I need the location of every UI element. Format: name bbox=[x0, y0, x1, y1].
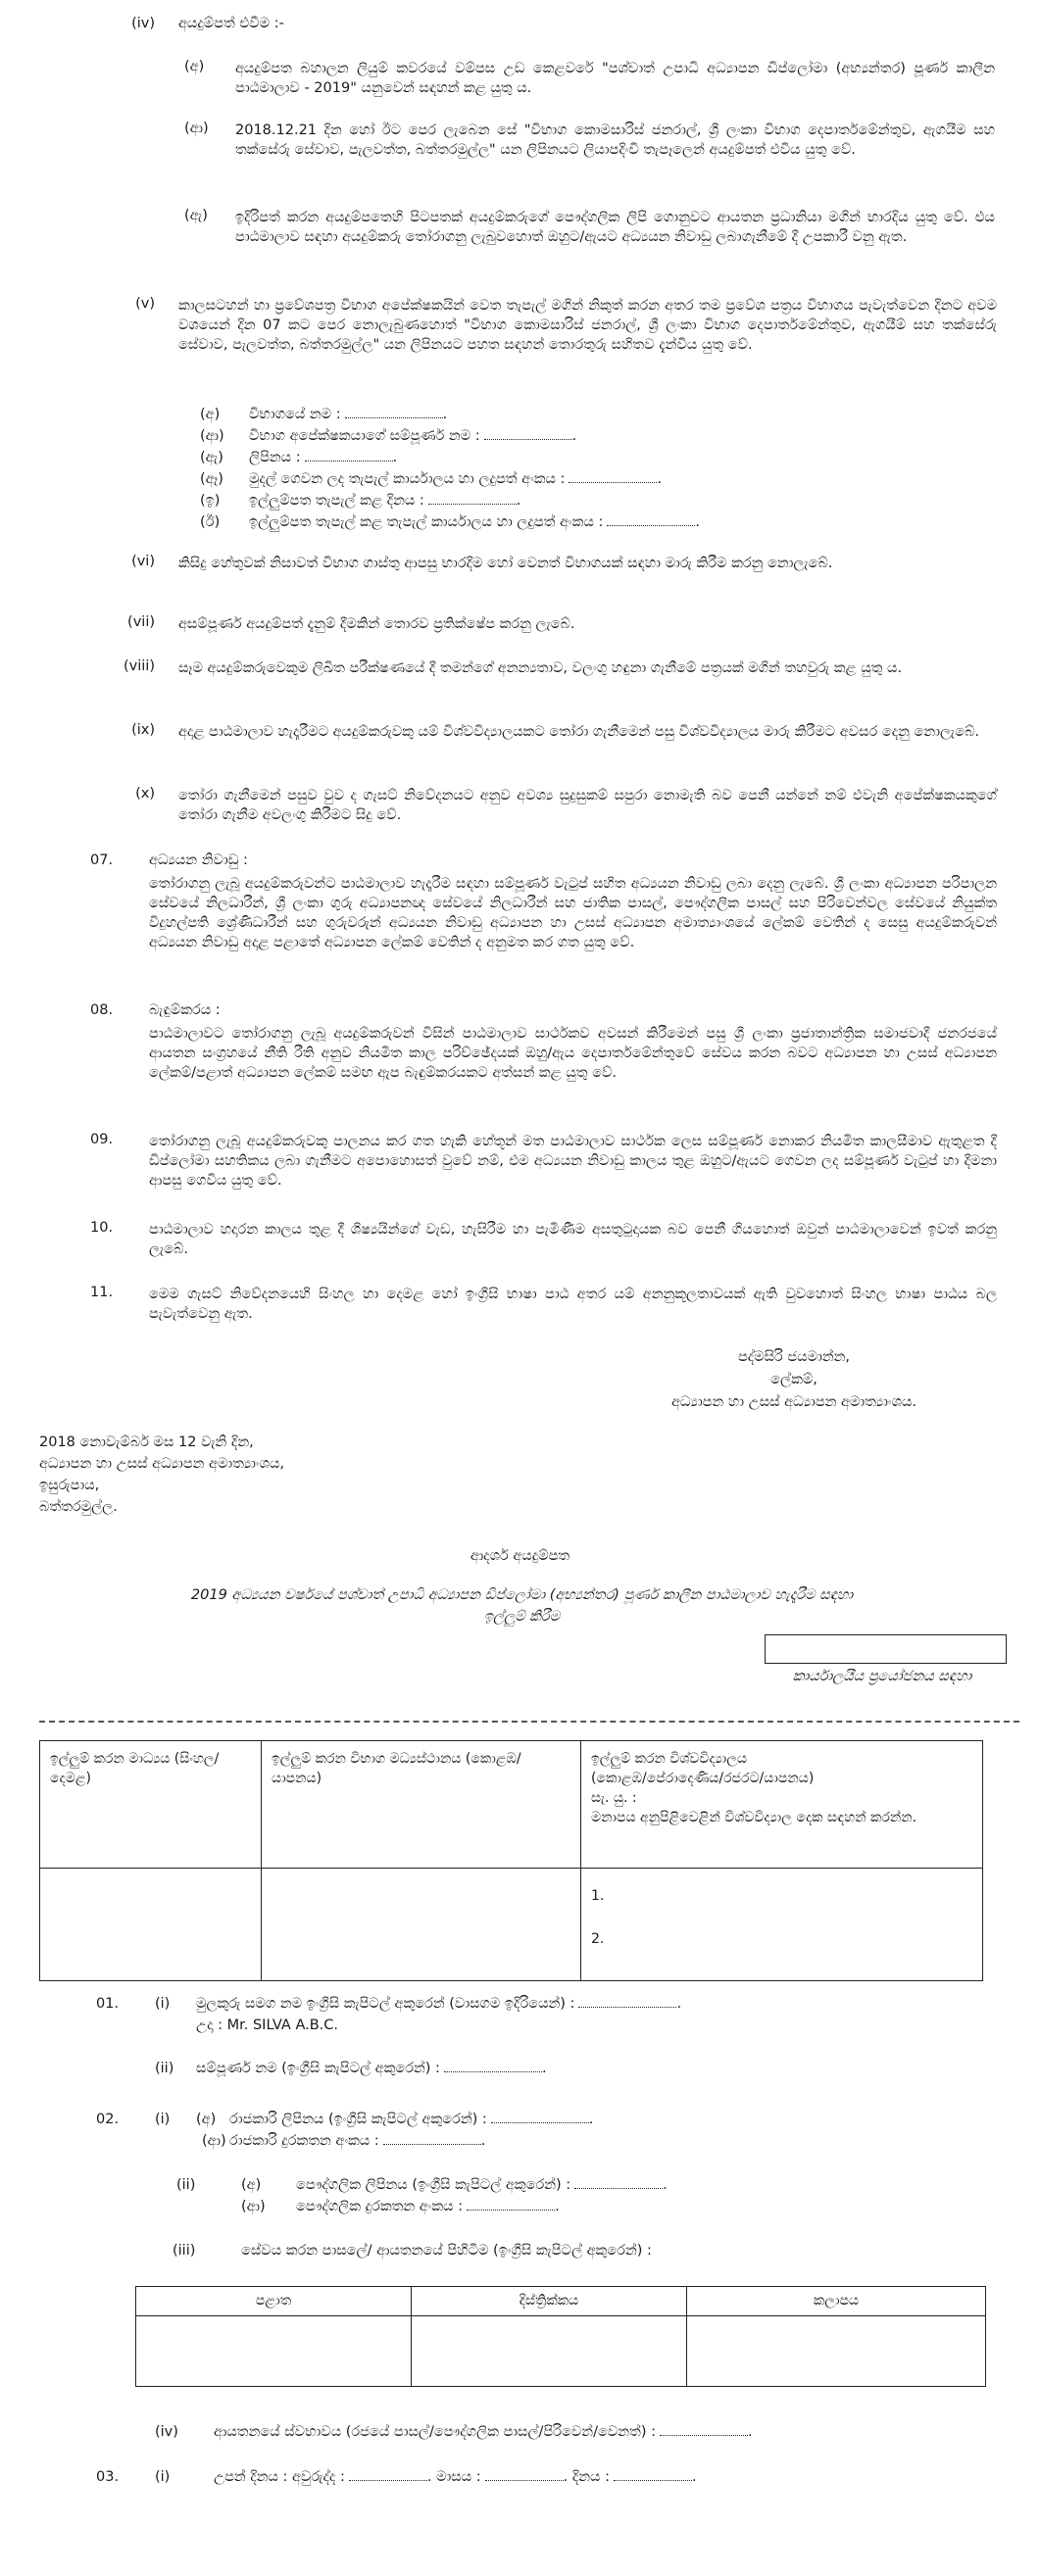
section-number: (vi) bbox=[131, 554, 155, 569]
paragraph: අසම්පූර්ණ අයදුම්පත් දැනුම් දීමකින් තොරව ප්‍රතික්ෂේප කරනු ලැබේ. bbox=[178, 616, 575, 632]
field-label: ලිපිනය : . bbox=[249, 450, 398, 465]
item-marker: (ඈ) bbox=[200, 471, 223, 487]
field-label: මුදල් ගෙවන ලද තැපැල් කාර්යාලය හා ලදුපත් අංකය : . bbox=[249, 471, 663, 487]
district-cell[interactable] bbox=[412, 2316, 687, 2387]
exam-centre-header: ඉල්ලුම් කරන විභාග මධ්‍යස්ථානය (කොළඹ/යාපනය) bbox=[262, 1741, 581, 1869]
question-number: 01. bbox=[96, 1996, 120, 2012]
university-header: ඉල්ලුම් කරන විශ්වවිද්‍යාලය (කොළඹ/පේරාදෙණිය/රජරට/යාපනය) සැ. යු. : මනාපය අනුපිළිවෙළින් විශ්වවිද්‍යාල දෙක සඳහන් කරන්න. bbox=[581, 1741, 983, 1869]
section-number: (v) bbox=[135, 296, 155, 312]
zone-header: කලාපය bbox=[687, 2287, 986, 2316]
issue-ministry: අධ්‍යාපන හා උසස් අධ්‍යාපන අමාත්‍යාංශය, bbox=[39, 1456, 284, 1472]
question-number: 03. bbox=[96, 2469, 120, 2485]
province-header: පළාත bbox=[136, 2287, 412, 2316]
birth-date-fields: උපන් දිනය : අවුරුද්ද : . මාසය : . දිනය : . bbox=[214, 2469, 697, 2485]
paragraph: පාඨමාලාව හදාරන කාලය තුළ දී ශිෂ්‍යයින්ගේ වැඩ, හැසිරීම හා පැමිණීම අසතුටුදායක බව පෙනී ගියහොත් ඔවුන් පාඨමාලාවෙන් ඉවත් කරනු ලැබේ. bbox=[149, 1222, 997, 1257]
item-marker: (ඇ) bbox=[184, 208, 208, 223]
section-number: (ix) bbox=[131, 722, 155, 738]
field-label: ඉල්ලුම්පත තැපැල් කළ දිනය : . bbox=[249, 493, 521, 509]
clause-heading: බැඳුම්කරය : bbox=[149, 1002, 221, 1018]
choice-1: 1. bbox=[591, 1888, 605, 1904]
university-choices-cell[interactable] bbox=[581, 1869, 983, 1981]
clause-heading: අධ්‍යයන නිවාඩු : bbox=[149, 852, 248, 868]
paragraph: තෝරාගනු ලැබූ අයදුම්කරුවන්ට පාඨමාලාව හැදෑරීම සඳහා සම්පූර්ණ වැටුප් සහිත අධ්‍යයන නිවාඩු ලබා දෙනු ලැබේ. ශ්‍රී ලංකා අධ්‍යාපන පරිපාලන සේවයේ නිලධාරීන්, ශ්‍රී ලංකා ගුරු අධ්‍යාපනඥ සේවයේ නිලධාරීන් සහ ජාතික පාසල්, පෞද්ගලික පාසල් සහ පිරිවෙන්වල සේවයේ නියුක්ත විදුහල්පති ශ්‍රේණිධාරීන් සහ ගුරුවරුන් අධ්‍යයන නිවාඩු අධ්‍යාපන හා උසස් අධ්‍යාපන අමාත්‍යාංශයේ ලේකම් වෙතින් ද සෙසු අයදුම්කරුවන් අධ්‍යයන නිවාඩු අදාළ පළාතේ අධ්‍යාපන ලේකම් වෙතින් ද අනුමත කර ගත යුතු වේ. bbox=[149, 876, 997, 950]
signatory-ministry: අධ්‍යාපන හා උසස් අධ්‍යාපන අමාත්‍යාංශය. bbox=[671, 1394, 916, 1410]
clause-number: 10. bbox=[90, 1220, 114, 1236]
field-label: ඉල්ලුම්පත තැපැල් කළ තැපැල් කාර්යාලය හා ලදුපත් අංකය : . bbox=[249, 514, 700, 530]
item-marker: (ඊ) bbox=[200, 514, 221, 530]
item-marker: (ආ) bbox=[200, 428, 224, 444]
item-marker: (ආ) bbox=[241, 2199, 266, 2214]
field-label: සම්පූර්ණ නම (ඉංග්‍රීසි කැපිටල් අකුරෙන්) : . bbox=[196, 2061, 547, 2076]
form-title: 2019 අධ්‍යයන වර්ෂයේ පශ්චාත් උපාධි අධ්‍යාපන ඩිප්ලෝමා (අභ්‍යන්තර) පූර්ණ කාලීන පාඨමාලාව හැදෑරීම සඳහා bbox=[190, 1587, 854, 1603]
item-marker: (i) bbox=[155, 1996, 171, 2012]
section-number: (iv) bbox=[131, 16, 155, 31]
section-number: (vii) bbox=[127, 614, 155, 630]
field-label: පෞද්ගලික දුරකතන අංකය : . bbox=[296, 2199, 560, 2214]
medium-cell[interactable] bbox=[40, 1869, 262, 1981]
issue-town: බත්තරමුල්ල. bbox=[39, 1499, 118, 1515]
paragraph: සෑම අයදුම්කරුවෙකුම ලිඛිත පරීක්ෂණයේ දී තමන්ගේ අනන්‍යතාව, වලංගු හඳුනා ගැනීමේ පත්‍රයක් මගින් තහවුරු කළ යුතු ය. bbox=[178, 660, 903, 676]
paragraph: මෙම ගැසට් නිවේදනයෙහි සිංහල හා දෙමළ හෝ ඉංග්‍රීසි භාෂා පාඨ අතර යම් අනනුකූලතාවයක් ඇති වුවහොත් සිංහල භාෂා පාඨය බල පැවැත්වෙනු ඇත. bbox=[149, 1287, 997, 1322]
paragraph: ඉදිරිපත් කරන අයදුම්පතෙහි පිටපතක් අයදුම්කරුගේ පෞද්ගලික ලිපි ගොනුවට ආයතන ප්‍රධානියා මගින් භාරදිය යුතු වේ. එය පාඨමාලාව සඳහා අයදුම්කරු තෝරාගනු ලැබුවහොත් ඔහුට/ඇයට අධ්‍යයන නිවාඩු ලබාගැනීමේ දී උපකාරී වනු ඇත. bbox=[235, 210, 995, 245]
district-header: දිස්ත්‍රික්කය bbox=[412, 2287, 687, 2316]
paragraph: අදාළ පාඨමාලාව හැදෑරීමට අයදුම්කරුවකු යම් විශ්වවිද්‍යාලයකට තෝරා ගැනීමෙන් පසු විශ්වවිද්‍යාලය මාරු කිරීමට අවසර දෙනු නොලැබේ. bbox=[178, 724, 979, 740]
paragraph: පාඨමාලාවට තෝරාගනු ලැබූ අයදුම්කරුවන් විසින් පාඨමාලාව සාර්ථකව අවසන් කිරීමෙන් පසු ශ්‍රී ලංකා ප්‍රජාතාන්ත්‍රික සමාජවාදී ජනරජයේ ආයතන සංග්‍රහයේ නීති රීති අනුව නියමිත කාල පරිච්ඡේදයක් ඔහු/ඇය දෙපාර්තමේන්තුවේ සේවය කරන බවට අධ්‍යාපන හා උසස් අධ්‍යාපන ලේකම්/පළාත් අධ්‍යාපන ලේකම් සමඟ ඇප බැඳුම්කරයකට අත්සන් කළ යුතු වේ. bbox=[149, 1026, 997, 1081]
paragraph: අයදුම්පත බහාලන ලියුම් කවරයේ වම්පස උඩ කෙළවරේ "පශ්චාත් උපාධි අධ්‍යාපන ඩිප්ලෝමා (අභ්‍යන්තර) පූර්ණ කාලීන පාඨමාලාව - 2019" යනුවෙන් සඳහන් කළ යුතු ය. bbox=[235, 61, 995, 96]
paragraph: තෝරා ගැනීමෙන් පසුව වුව ද ගැසට් නිවේදනයට අනුව අවශ්‍ය සුදුසුකම් සපුරා නොමැති බව පෙනී යන්නේ නම් එවැනි අපේක්ෂකයකුගේ තෝරා ගැනීම අවලංගු කිරීමට සිදු වේ. bbox=[178, 788, 997, 823]
application-choice-table bbox=[39, 1740, 983, 1981]
paragraph: කිසිදු හේතුවක් නිසාවත් විභාග ගාස්තු ආපසු භාරදීම හෝ වෙනත් විභාගයක් සඳහා මාරු කිරීම කරනු නොලැබේ. bbox=[178, 556, 833, 571]
field-label: විභාග අපේක්ෂකයාගේ සම්පූර්ණ නම : . bbox=[249, 428, 577, 444]
paragraph: කාලසටහන් හා ප්‍රවේශපත්‍ර විභාග අපේක්ෂකයින් වෙත තැපැල් මගින් නිකුත් කරන අතර තම ප්‍රවේශ පත්‍රය විභාගය පැවැත්වෙන දිනට අවම වශයෙන් දින 07 කට පෙර නොලැබුණහොත් "විභාග කොමසාරිස් ජනරාල්, ශ්‍රී ලංකා විභාග දෙපාර්තමේන්තුව, ඇගයීම් සහ තක්සේරු සේවාව, පැලවත්ත, බත්තරමුල්ල" යන ලිපිනයට පහත සඳහන් තොරතුරු සහිතව දැන්විය යුතු වේ. bbox=[178, 298, 997, 353]
choice-2: 2. bbox=[591, 1931, 605, 1947]
signatory-title: ලේකම්, bbox=[770, 1372, 817, 1387]
clause-number: 09. bbox=[90, 1132, 114, 1147]
signatory-name: පද්මසිරි ජයමාන්න, bbox=[737, 1349, 851, 1365]
item-marker: (ii) bbox=[155, 2061, 174, 2076]
clause-number: 11. bbox=[90, 1285, 114, 1300]
field-label: රාජකාරි දුරකතන අංකය : . bbox=[229, 2133, 486, 2149]
item-marker: (ii) bbox=[176, 2177, 196, 2193]
example-text: උදා : Mr. SILVA A.B.C. bbox=[196, 2017, 339, 2033]
item-marker: (iv) bbox=[155, 2424, 178, 2440]
cut-line bbox=[39, 1721, 1019, 1723]
exam-centre-cell[interactable] bbox=[262, 1869, 581, 1981]
form-title-line2: ඉල්ලුම් කිරීම bbox=[483, 1609, 561, 1625]
field-label: ආයතනයේ ස්වභාවය (රජයේ පාසල්/පෞද්ගලික පාසල්/පිරිවෙන්/වෙනත්) : . bbox=[214, 2424, 753, 2440]
question-number: 02. bbox=[96, 2112, 120, 2127]
field-label: රාජකාරි ලිපිනය (ඉංග්‍රීසි කැපිටල් අකුරෙන්) : . bbox=[229, 2112, 594, 2127]
issue-building: ඉසුරුපාය, bbox=[39, 1478, 100, 1493]
issue-date: 2018 නොවැම්බර් මස 12 වැනි දින, bbox=[39, 1434, 254, 1450]
zone-cell[interactable] bbox=[687, 2316, 986, 2387]
item-marker: (ඇ) bbox=[200, 450, 223, 465]
paragraph: තෝරාගනු ලැබූ අයදුම්කරුවකු පාලනය කර ගත හැකි හේතූන් මත පාඨමාලාව සාර්ථක ලෙස සම්පූර්ණ නොකර නියමිත කාලසීමාව ඇතුළත දී ඩිප්ලෝමා සහතිකය ලබා ගැනීමට අපොහොසත් වුවේ නම්, එම අධ්‍යයන නිවාඩු කාලය තුළ ඔහුට/ඇයට ගෙවන ලද සම්පූර්ණ වැටුප් හා දීමනා ආපසු ගෙවිය යුතු වේ. bbox=[149, 1134, 997, 1189]
item-marker: (i) bbox=[155, 2469, 171, 2485]
clause-number: 08. bbox=[90, 1002, 114, 1018]
item-marker: (අ) bbox=[241, 2177, 262, 2193]
section-number: (x) bbox=[135, 786, 155, 802]
office-use-label: කාර්යාලයීය ප්‍රයෝජනය සඳහා bbox=[792, 1669, 972, 1684]
section-heading: අයදුම්පත් එවීම :- bbox=[178, 16, 284, 31]
paragraph: 2018.12.21 දින හෝ ඊට පෙර ලැබෙන සේ "විභාග කොමසාරිස් ජනරාල්, ශ්‍රී ලංකා විභාග දෙපාර්තමේන්තුව, ඇගයීම සහ තක්සේරු සේවාව, පැලවත්ත, බත්තරමුල්ල" යන ලිපිනයට ලියාපදිංචි තැපෑලෙන් අයදුම්පත් එවිය යුතු වේ. bbox=[235, 122, 995, 158]
item-marker: (ඉ) bbox=[200, 493, 221, 509]
province-cell[interactable] bbox=[136, 2316, 412, 2387]
item-marker: (iii) bbox=[173, 2243, 196, 2259]
item-marker: (අ) bbox=[184, 59, 205, 74]
field-label: විභාගයේ නම : . bbox=[249, 407, 448, 422]
item-marker: (ආ) bbox=[184, 121, 209, 136]
medium-header: ඉල්ලුම් කරන මාධ්‍යය (සිංහල/දෙමළ) bbox=[40, 1741, 262, 1869]
form-heading: ආදර්ශ අයදුම්පත bbox=[470, 1548, 570, 1564]
office-use-box bbox=[765, 1634, 1007, 1664]
clause-number: 07. bbox=[90, 852, 114, 868]
item-marker: (අ) bbox=[200, 407, 221, 422]
field-label: සේවය කරන පාසලේ/ ආයතනයේ පිහිටීම (ඉංග්‍රීසි කැපිටල් අකුරෙන්) : bbox=[241, 2243, 652, 2259]
item-marker: (ආ) bbox=[202, 2133, 226, 2149]
item-marker: (i) bbox=[155, 2112, 171, 2127]
section-number: (viii) bbox=[124, 658, 155, 674]
field-label: මුලකුරු සමග නම ඉංග්‍රීසි කැපිටල් අකුරෙන් (වාසගම ඉදිරියෙන්) : . bbox=[196, 1996, 682, 2012]
item-marker: (අ) bbox=[196, 2112, 217, 2127]
field-label: පෞද්ගලික ලිපිනය (ඉංග්‍රීසි කැපිටල් අකුරෙන්) : . bbox=[296, 2177, 668, 2193]
workplace-location-table bbox=[135, 2286, 986, 2387]
